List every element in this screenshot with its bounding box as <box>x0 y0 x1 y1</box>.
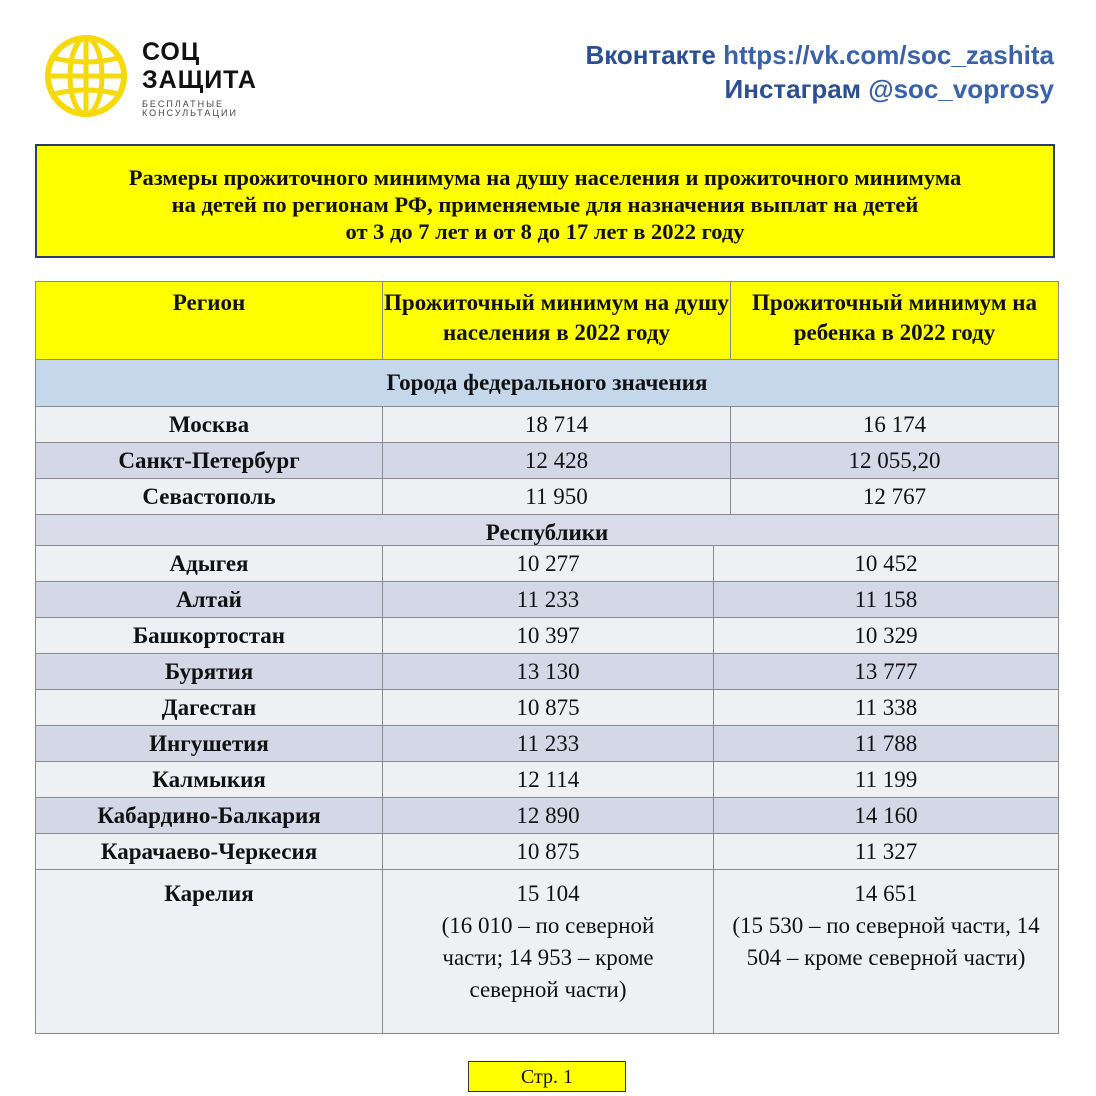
instagram-link[interactable]: @soc_voprosy <box>868 74 1054 104</box>
logo-title-1: СОЦ <box>142 38 201 66</box>
region-name: Севастополь <box>36 479 383 515</box>
header-per-child: Прожиточный минимум на ребенка в 2022 году <box>731 282 1059 360</box>
per-child-value: 11 199 <box>714 762 1059 798</box>
region-name: Дагестан <box>36 690 383 726</box>
region-name: Башкортостан <box>36 618 383 654</box>
per-child-main: 14 651 <box>854 881 918 906</box>
section-header: Республики <box>36 515 1059 551</box>
instagram-label: Инстаграм <box>724 74 861 104</box>
header-per-capita: Прожиточный минимум на душу населения в 2022 году <box>383 282 731 360</box>
table-row <box>36 479 1059 515</box>
table-row <box>36 726 1059 762</box>
table-row <box>36 582 1059 618</box>
region-name: Ингушетия <box>36 726 383 762</box>
title-line-2: на детей по регионам РФ, применяемые для назначения выплат на детей <box>171 191 919 217</box>
table-row <box>36 762 1059 798</box>
region-name: Карачаево-Черкесия <box>36 834 383 870</box>
per-capita-value: 11 950 <box>383 479 731 515</box>
region-name: Карелия <box>36 870 383 1034</box>
region-name: Алтай <box>36 582 383 618</box>
vk-link[interactable]: https://vk.com/soc_zashita <box>723 40 1054 70</box>
per-child-value: 13 777 <box>714 654 1059 690</box>
per-capita-note: (16 010 – по северной части; 14 953 – кроме северной части) <box>441 913 655 1002</box>
per-child-value: 10 329 <box>714 618 1059 654</box>
table-row <box>36 546 1059 582</box>
per-child-note: (15 530 – по северной части, 14 504 – кроме северной части) <box>732 913 1040 970</box>
globe-icon <box>44 34 128 118</box>
section-header: Города федерального значения <box>36 360 1059 407</box>
per-capita-main: 15 104 <box>516 881 580 906</box>
per-child-value: 16 174 <box>731 407 1059 443</box>
per-capita-value: 10 875 <box>383 690 714 726</box>
title-line-1: Размеры прожиточного минимума на душу населения и прожиточного минимума <box>128 164 962 190</box>
per-capita-value: 11 233 <box>383 582 714 618</box>
logo-subtitle: БЕСПЛАТНЫЕ КОНСУЛЬТАЦИИ <box>142 99 238 118</box>
region-name: Москва <box>36 407 383 443</box>
per-child-value: 12 767 <box>731 479 1059 515</box>
per-child-value: 11 788 <box>714 726 1059 762</box>
page-number: Стр. 1 <box>468 1061 626 1092</box>
per-capita-value <box>383 870 714 1034</box>
per-child-value: 12 055,20 <box>731 443 1059 479</box>
table-row <box>36 618 1059 654</box>
region-name: Адыгея <box>36 546 383 582</box>
per-capita-value: 10 875 <box>383 834 714 870</box>
table-row <box>36 690 1059 726</box>
per-child-value: 11 158 <box>714 582 1059 618</box>
per-child-value <box>714 870 1059 1034</box>
per-capita-value: 13 130 <box>383 654 714 690</box>
table-row <box>36 870 1059 1034</box>
region-name: Бурятия <box>36 654 383 690</box>
per-capita-value: 12 114 <box>383 762 714 798</box>
header-region: Регион <box>36 282 383 360</box>
per-capita-value: 12 890 <box>383 798 714 834</box>
table-row <box>36 834 1059 870</box>
per-capita-value: 11 233 <box>383 726 714 762</box>
per-child-value: 11 327 <box>714 834 1059 870</box>
per-child-value: 14 160 <box>714 798 1059 834</box>
per-capita-value: 10 277 <box>383 546 714 582</box>
document-title <box>35 144 1055 258</box>
table-row <box>36 407 1059 443</box>
logo-title-2: ЗАЩИТА <box>142 66 257 94</box>
per-capita-value: 12 428 <box>383 443 731 479</box>
region-name: Кабардино-Балкария <box>36 798 383 834</box>
subsistence-table <box>35 281 1059 551</box>
region-name: Санкт-Петербург <box>36 443 383 479</box>
per-capita-value: 18 714 <box>383 407 731 443</box>
per-child-value: 11 338 <box>714 690 1059 726</box>
per-capita-value: 10 397 <box>383 618 714 654</box>
region-name: Калмыкия <box>36 762 383 798</box>
logo <box>44 34 274 124</box>
per-child-value: 10 452 <box>714 546 1059 582</box>
title-line-3: от 3 до 7 лет и от 8 до 17 лет в 2022 году <box>345 218 745 244</box>
social-links <box>585 38 1054 106</box>
table-row <box>36 443 1059 479</box>
vk-label: Вконтакте <box>585 40 716 70</box>
table-row <box>36 798 1059 834</box>
table-row <box>36 654 1059 690</box>
republics-table <box>35 545 1059 1034</box>
